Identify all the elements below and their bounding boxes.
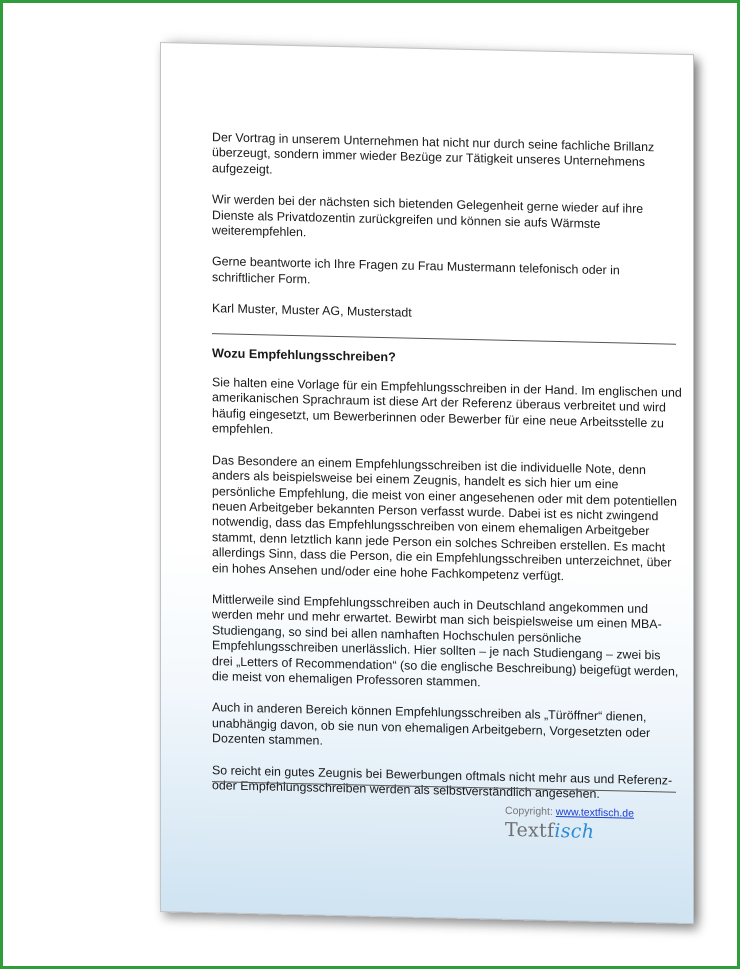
copyright-label: Copyright: — [505, 804, 553, 818]
textfisch-logo — [505, 819, 594, 843]
document-content — [212, 130, 682, 820]
body-paragraph: Sie halten eine Vorlage für ein Empfehlungsschreiben in der Hand. Im englischen und amerikanischen Sprachraum ist diese Art der Referenz überaus verbreitet und wird häufig eingesetzt, um Bewerberinnen oder Bewerber für eine neue Arbeitsstelle zu empfehlen. — [212, 375, 682, 437]
divider — [212, 333, 676, 345]
paragraph-recommendation: Wir werden bei der nächsten sich bietenden Gelegenheit gerne wieder auf ihre Dienste als Privatdozentin zurückgreifen und können sie aufs Wärmste weiterempfehlen. — [212, 192, 644, 240]
body-paragraph: So reicht ein gutes Zeugnis bei Bewerbungen oftmals nicht mehr aus und Referenz- oder Empfehlungsschreiben werden als selbstverständlich angesehen. — [212, 762, 673, 801]
logo-text-b: isch — [554, 819, 595, 843]
document-page — [160, 42, 694, 924]
copyright-link[interactable]: www.textfisch.de — [555, 805, 634, 820]
body-paragraph: Das Besondere an einem Empfehlungsschreiben ist die individuelle Note, denn anders als beispielsweise bei einem Zeugnis, handelt es sich hier um eine persönliche Empfehlung, die meist von einer angesehenen oder mit dem potentiellen neuen Arbeitgeber bekannten Person verfasst wurde. Dabei ist es nicht zwingend notwendig, dass das Empfehlungsschreiben von einem ehemaligen Arbeitgeber stammt, denn letztlich kann jede Person ein solches Schreiben erstellen. Es macht allerdings Sinn, dass die Person, die ein Empfehlungsschreiben unterzeichnet, über ein hohes Ansehen und/oder eine hohe Fachkompetenz verfügt. — [212, 452, 677, 583]
body-paragraph: Auch in anderen Bereich können Empfehlungsschreiben als „Türöffner“ dienen, unabhängig davon, ob sie nun von ehemaligen Arbeitgebern, Vorgesetzten oder Dozenten stammen. — [212, 700, 651, 748]
paragraph-contact: Gerne beantworte ich Ihre Fragen zu Frau Mustermann telefonisch oder in schriftlicher Form. — [212, 254, 620, 287]
copyright-notice — [505, 805, 634, 820]
body-paragraph: Mittlerweile sind Empfehlungsschreiben auch in Deutschland angekommen und werden mehr und mehr erwartet. Bewirbt man sich beispielsweise um einen MBA-Studiengang, so sind bei allen namhaften Hochschulen persönliche Empfehlungsschreiben unerlässlich. Hier sollten – je nach Studiengang – zwei bis drei „Letters of Recommendation“ (so die englische Beschreibung) beigefügt werden, die meist von ehemaligen Professoren stammen. — [212, 592, 679, 690]
section-heading: Wozu Empfehlungsschreiben? — [212, 345, 396, 365]
paragraph-lecture: Der Vortrag in unserem Unternehmen hat nicht nur durch seine fachliche Brillanz überzeugt, sondern immer wieder Bezüge zur Tätigkeit unseres Unternehmens aufgezeigt. — [212, 130, 655, 177]
signature-line: Karl Muster, Muster AG, Musterstadt — [212, 301, 412, 320]
logo-text-a: Textf — [505, 818, 555, 842]
